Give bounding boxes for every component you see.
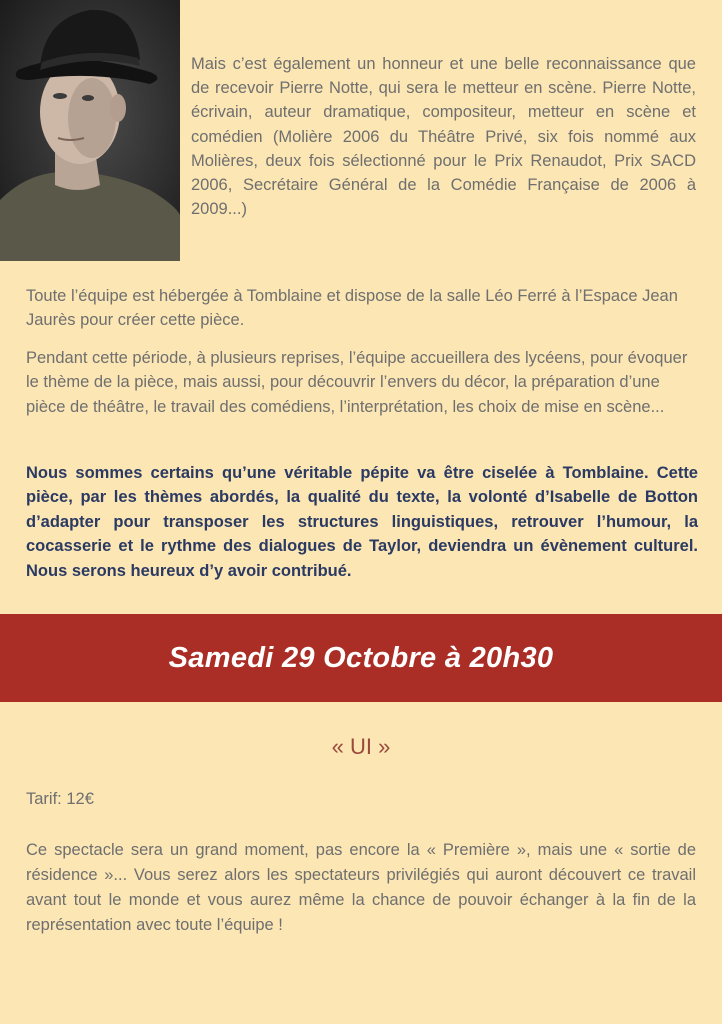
intro-paragraph: Mais c’est également un honneur et une belle reconnaissance que de recevoir Pierre Notte, qui sera le metteur en scène. Pierre Notte, écrivain, auteur dramatique, compositeur, metteur en scène et comédien (Molière 2006 du Théâtre Privé, six fois nommé aux Molières, deux fois sélectionné pour le Prix Renaudot, Prix SACD 2006, Secrétaire Général de la Comédie Française de 2006 à 2009...) xyxy=(191,55,696,219)
price-text: Tarif: 12€ xyxy=(26,790,94,808)
paragraph-highlight: Nous sommes certains qu’une véritable pépite va être ciselée à Tomblaine. Cette pièce, par les thèmes abordés, la qualité du texte, la volonté d’Isabelle de Botton d’adapter pour transposer les structures linguistiques, retrouver l’humour, la cocasserie et le rythme des dialogues de Taylor, deviendra un évènement culturel. Nous serons heureux d’y avoir contribué. xyxy=(26,464,698,580)
portrait-illustration xyxy=(0,0,180,261)
date-banner xyxy=(0,614,722,702)
paragraph-period: Pendant cette période, à plusieurs reprises, l’équipe accueillera des lycéens, pour évoquer le thème de la pièce, mais aussi, pour découvrir l’envers du décor, la préparation d’une pièce de théâtre, le travail des comédiens, l’interprétation, les choix de mise en scène... xyxy=(26,349,688,416)
closing-paragraph: Ce spectacle sera un grand moment, pas encore la « Première », mais une « sortie de résidence »... Vous serez alors les spectateurs privilégiés qui auront découvert ce travail avant tout le monde et vous aurez même la chance de pouvoir échanger à la fin de la représentation avec toute l’équipe ! xyxy=(26,841,696,934)
show-title: « UI » xyxy=(331,734,391,759)
banner-date: Samedi 29 Octobre à 20h30 xyxy=(168,641,554,674)
portrait-photo xyxy=(0,0,180,261)
paragraph-team: Toute l’équipe est hébergée à Tomblaine et dispose de la salle Léo Ferré à l’Espace Jean Jaurès pour créer cette pièce. xyxy=(26,287,678,330)
